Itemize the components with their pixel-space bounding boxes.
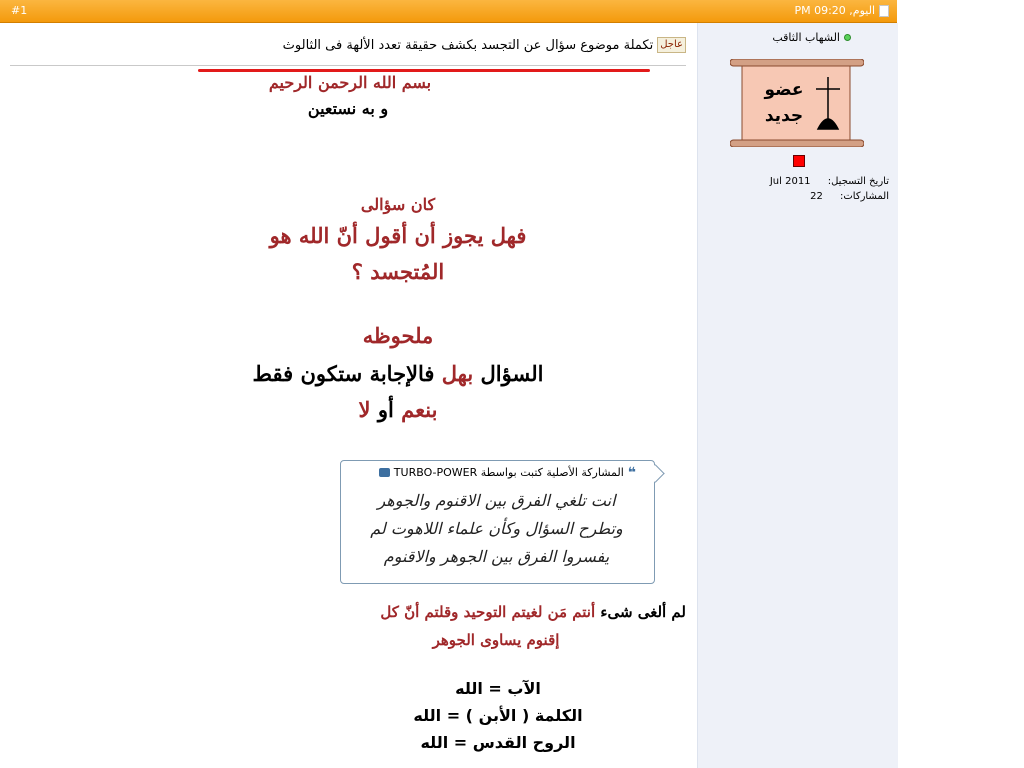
thread-title-row bbox=[283, 37, 686, 53]
post-count-row: المشاركات: 22 bbox=[810, 191, 889, 202]
post-content bbox=[0, 23, 696, 768]
reply-line-1: لم ألغى شىء أنتم مَن لغيتم التوحيد وقلتم أنّ كل bbox=[380, 603, 686, 621]
reply-line-2: إقنوم يساوى الجوهر bbox=[432, 631, 560, 649]
reputation-indicator bbox=[793, 155, 805, 167]
question-line-2: المُتجسد ؟ bbox=[351, 259, 445, 284]
note-title: ملحوظه bbox=[362, 323, 434, 348]
view-post-icon[interactable] bbox=[379, 468, 390, 477]
note-line-1: السؤال بهل فالإجابة ستكون فقط bbox=[252, 361, 544, 386]
urgent-prefix-badge: عاجل bbox=[657, 37, 686, 53]
quote-icon: ❝ bbox=[627, 464, 636, 481]
quote-header bbox=[379, 466, 636, 479]
user-info-panel bbox=[697, 23, 898, 768]
basmala-line: بسم الله الرحمن الرحيم bbox=[268, 73, 432, 92]
quote-header-text: المشاركة الأصلية كتبت بواسطة TURBO-POWER bbox=[393, 466, 624, 479]
post-header-bar bbox=[0, 0, 897, 23]
post-number-link[interactable]: #1 bbox=[11, 4, 28, 17]
help-line: و به نستعين bbox=[307, 99, 389, 118]
username-row[interactable] bbox=[772, 31, 851, 44]
rank-text-line2: جديد bbox=[764, 106, 804, 126]
title-divider bbox=[10, 65, 686, 66]
username-link[interactable]: الشهاب الثاقب bbox=[772, 31, 840, 44]
note-line-2: بنعم أو لا bbox=[358, 397, 438, 422]
title-red-underline bbox=[198, 69, 650, 72]
question-line-1: فهل يجوز أن أقول أنّ الله هو bbox=[269, 223, 527, 248]
thread-title: تكملة موضوع سؤال عن التجسد بكشف حقيقة تعدد الألهة فى الثالوث bbox=[282, 37, 654, 53]
quote-text: انت تلغي الفرق بين الاقنوم والجوهر وتطرح السؤال وكأن علماء اللاهوت لم يفسروا الفرق بين الجوهر والاقنوم bbox=[370, 491, 623, 566]
user-rank-image bbox=[730, 59, 864, 147]
post-date-text: اليوم, 09:20 PM bbox=[794, 4, 875, 17]
post-document-icon bbox=[879, 5, 889, 17]
question-intro: كان سؤالى bbox=[360, 195, 436, 214]
post-date bbox=[794, 4, 889, 17]
join-date-row: تاريخ التسجيل: Jul 2011 bbox=[769, 176, 889, 187]
equation-3: الروح القدس = الله bbox=[420, 733, 576, 752]
equation-2: الكلمة ( الأبن ) = الله bbox=[413, 706, 583, 725]
rank-text-line1: عضو bbox=[764, 80, 804, 100]
quote-box bbox=[340, 460, 655, 584]
online-status-icon bbox=[844, 34, 851, 41]
equation-1: الآب = الله bbox=[455, 679, 541, 698]
